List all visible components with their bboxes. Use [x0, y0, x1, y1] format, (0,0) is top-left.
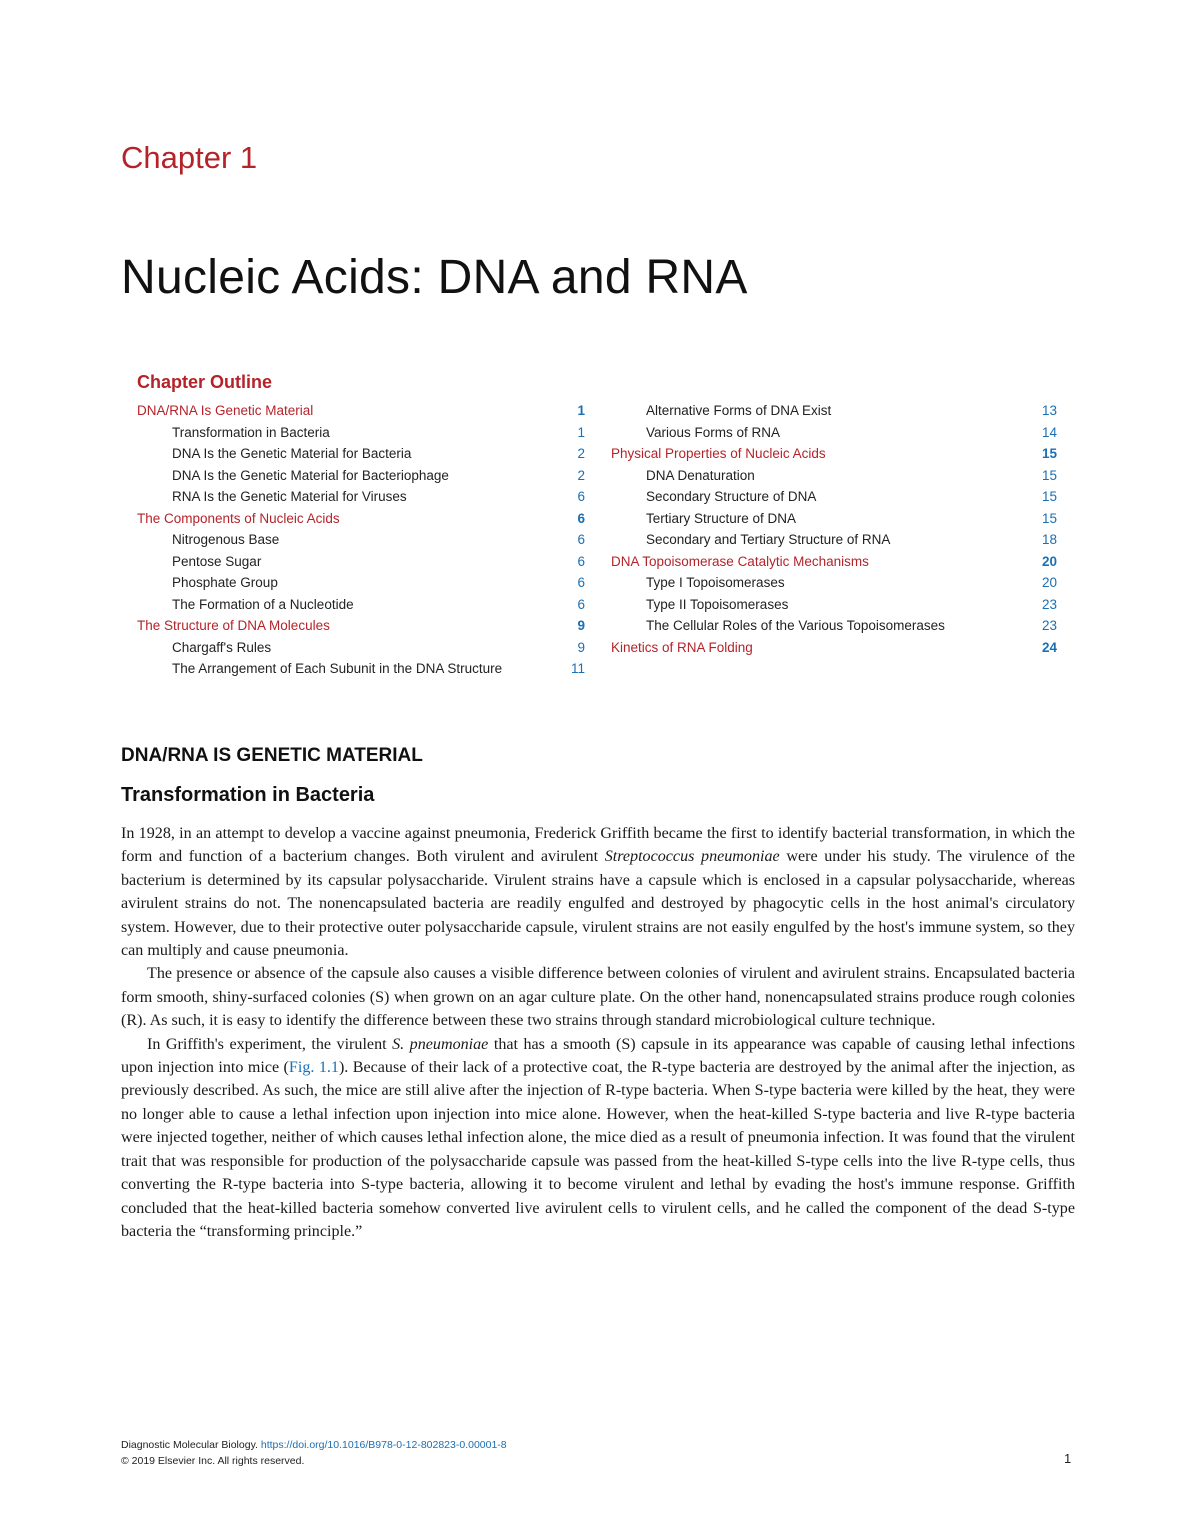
footer-citation — [121, 1437, 507, 1469]
toc-entry[interactable] — [137, 400, 585, 422]
toc-entry-label: Alternative Forms of DNA Exist — [646, 403, 832, 418]
toc-entry-page: 13 — [1041, 403, 1057, 418]
toc-entry-label: Physical Properties of Nucleic Acids — [611, 446, 826, 461]
species-name: Streptococcus pneumoniae — [604, 848, 780, 866]
figure-link[interactable]: Fig. 1.1 — [288, 1059, 339, 1077]
toc-entry-page: 6 — [577, 532, 585, 547]
toc-entry-page: 23 — [1041, 596, 1057, 612]
toc-entry-label: Various Forms of RNA — [646, 424, 781, 440]
toc-entry-label: The Formation of a Nucleotide — [172, 596, 354, 612]
toc-entry-label: Kinetics of RNA Folding — [611, 639, 753, 655]
toc-entry-label: The Structure of DNA Molecules — [137, 618, 330, 633]
chapter-title: Nucleic Acids: DNA and RNA — [121, 251, 748, 304]
toc-entry[interactable] — [137, 615, 585, 637]
toc-entry[interactable] — [611, 508, 1057, 530]
toc-entry-page: 6 — [577, 553, 585, 569]
toc-entry-label: DNA Topoisomerase Catalytic Mechanisms — [611, 553, 869, 569]
outline-left-column — [137, 400, 585, 680]
toc-entry[interactable] — [611, 615, 1057, 637]
outline-right-column — [611, 400, 1057, 658]
toc-entry-page: 6 — [577, 489, 585, 504]
toc-entry-label: Type II Topoisomerases — [646, 596, 789, 612]
paragraph-3: In Griffith's experiment, the virulent S. pneumoniae that has a smooth (S) capsule in its appearance was capable of causing lethal infections upon injection into mice (Fig. 1.1). Because of their lack of a protective coat, the R-type bacteria are destroyed by the animal after the injection, as previously described. As such, the mice are still alive after the injection of R-type bacteria. When S-type bacteria were killed by the heat, they were no longer able to cause a lethal infection upon injection into mice alone. However, when the heat-killed S-type bacteria and live R-type bacteria were injected together, neither of which causes lethal infection alone, the mice died as a result of pneumonia infection. It was found that the virulent trait that was responsible for production of the polysaccharide capsule was passed from the heat-killed S-type cells into the live R-type cells, thus converting the R-type bacteria into S-type bacteria, allowing it to become virulent and lethal by evading the host's immune response. Griffith concluded that the heat-killed bacteria somehow converted live avirulent cells to virulent cells, and he called the component of the dead S-type bacteria the “transforming principle.” — [121, 1035, 1076, 1240]
toc-entry-label: Secondary and Tertiary Structure of RNA — [646, 532, 891, 547]
body-text — [121, 822, 1075, 1243]
toc-entry[interactable] — [611, 572, 1057, 594]
toc-entry[interactable] — [611, 465, 1057, 487]
toc-entry[interactable] — [611, 422, 1057, 444]
toc-entry[interactable] — [137, 529, 585, 551]
toc-entry-label: DNA Is the Genetic Material for Bacteriophage — [172, 467, 449, 483]
toc-entry-page: 18 — [1041, 532, 1057, 547]
outline-heading: Chapter Outline — [137, 372, 273, 392]
toc-entry[interactable] — [137, 443, 585, 465]
toc-entry[interactable] — [611, 594, 1057, 616]
toc-entry-page: 15 — [1041, 510, 1057, 526]
toc-entry-label: RNA Is the Genetic Material for Viruses — [172, 489, 407, 504]
species-name-abbrev: S. pneumoniae — [392, 1035, 489, 1053]
toc-entry-page: 1 — [577, 424, 585, 440]
toc-entry-page: 11 — [570, 661, 585, 676]
toc-entry-label: Transformation in Bacteria — [172, 424, 330, 440]
toc-entry-page: 20 — [1041, 553, 1057, 569]
toc-entry-label: Tertiary Structure of DNA — [646, 510, 797, 526]
toc-entry-label: Type I Topoisomerases — [646, 575, 785, 590]
toc-entry-page: 6 — [577, 596, 585, 612]
toc-entry[interactable] — [137, 422, 585, 444]
chapter-label: Chapter 1 — [121, 140, 258, 175]
toc-entry-page: 24 — [1041, 639, 1057, 655]
toc-entry[interactable] — [137, 572, 585, 594]
paragraph-2: The presence or absence of the capsule also causes a visible difference between colonies of virulent and avirulent strains. Encapsulated bacteria form smooth, shiny-surfaced colonies (S) when grown on an agar culture plate. On the other hand, nonencapsulated strains produce rough colonies (R). As such, it is easy to identify the difference between these two strains through standard microbiological culture technique. — [121, 965, 1075, 1030]
toc-entry-label: DNA Denaturation — [646, 467, 755, 483]
toc-entry[interactable] — [137, 658, 585, 680]
toc-entry-page: 15 — [1041, 467, 1057, 483]
toc-entry-page: 9 — [577, 639, 585, 655]
toc-entry-label: Phosphate Group — [172, 575, 278, 590]
footer-copyright: © 2019 Elsevier Inc. All rights reserved. — [121, 1455, 305, 1467]
toc-entry-page: 14 — [1041, 424, 1057, 440]
toc-entry[interactable] — [611, 400, 1057, 422]
toc-entry-label: Nitrogenous Base — [172, 532, 280, 547]
toc-entry[interactable] — [137, 637, 585, 659]
toc-entry-label: Pentose Sugar — [172, 553, 262, 569]
toc-entry-label: The Arrangement of Each Subunit in the DNA Structure — [172, 661, 503, 676]
toc-entry[interactable] — [611, 637, 1057, 659]
toc-entry-page: 2 — [577, 467, 585, 483]
toc-entry[interactable] — [611, 443, 1057, 465]
footer-book: Diagnostic Molecular Biology. — [121, 1439, 258, 1451]
toc-entry-page: 6 — [577, 575, 585, 590]
toc-entry[interactable] — [611, 486, 1057, 508]
toc-entry[interactable] — [137, 508, 585, 530]
toc-entry-label: The Components of Nucleic Acids — [137, 510, 340, 526]
toc-entry-label: Secondary Structure of DNA — [646, 489, 817, 504]
toc-entry[interactable] — [137, 486, 585, 508]
toc-entry-page: 6 — [577, 510, 585, 526]
toc-entry[interactable] — [137, 465, 585, 487]
doi-link[interactable]: https://doi.org/10.1016/B978-0-12-802823-0.00001-8 — [260, 1439, 507, 1451]
toc-entry-label: Chargaff's Rules — [172, 639, 272, 655]
toc-entry-page: 1 — [577, 403, 585, 418]
toc-entry-page: 15 — [1041, 489, 1057, 504]
toc-entry[interactable] — [611, 529, 1057, 551]
toc-entry[interactable] — [137, 594, 585, 616]
toc-entry-page: 15 — [1041, 446, 1057, 461]
toc-entry-page: 2 — [577, 446, 585, 461]
paragraph-1: In 1928, in an attempt to develop a vaccine against pneumonia, Frederick Griffith became the first to identify bacterial transformation, in which the form and function of a bacterium changes. Both virulent and avirulent Streptococcus pneumoniae were under his study. The virulence of the bacterium is determined by its capsular polysaccharide. Virulent strains have a capsule which is enclosed in a capsular polysaccharide, whereas avirulent strains do not. The nonencapsulated bacteria are readily engulfed and destroyed by phagocytic cells in the host animal's circulatory system. However, due to their protective outer polysaccharide capsule, virulent strains are not easily engulfed by the host's immune system, so they can multiply and cause pneumonia. — [121, 825, 1075, 960]
page-number: 1 — [1064, 1451, 1072, 1466]
toc-entry-label: The Cellular Roles of the Various Topoisomerases — [646, 618, 945, 633]
toc-entry-page: 23 — [1041, 618, 1057, 633]
toc-entry-label: DNA/RNA Is Genetic Material — [137, 403, 314, 418]
toc-entry[interactable] — [611, 551, 1057, 573]
toc-entry-page: 9 — [577, 618, 585, 633]
toc-entry-page: 20 — [1041, 575, 1057, 590]
toc-entry-label: DNA Is the Genetic Material for Bacteria — [172, 446, 412, 461]
section-heading: DNA/RNA IS GENETIC MATERIAL — [121, 745, 423, 766]
toc-entry[interactable] — [137, 551, 585, 573]
subsection-heading: Transformation in Bacteria — [121, 784, 375, 806]
